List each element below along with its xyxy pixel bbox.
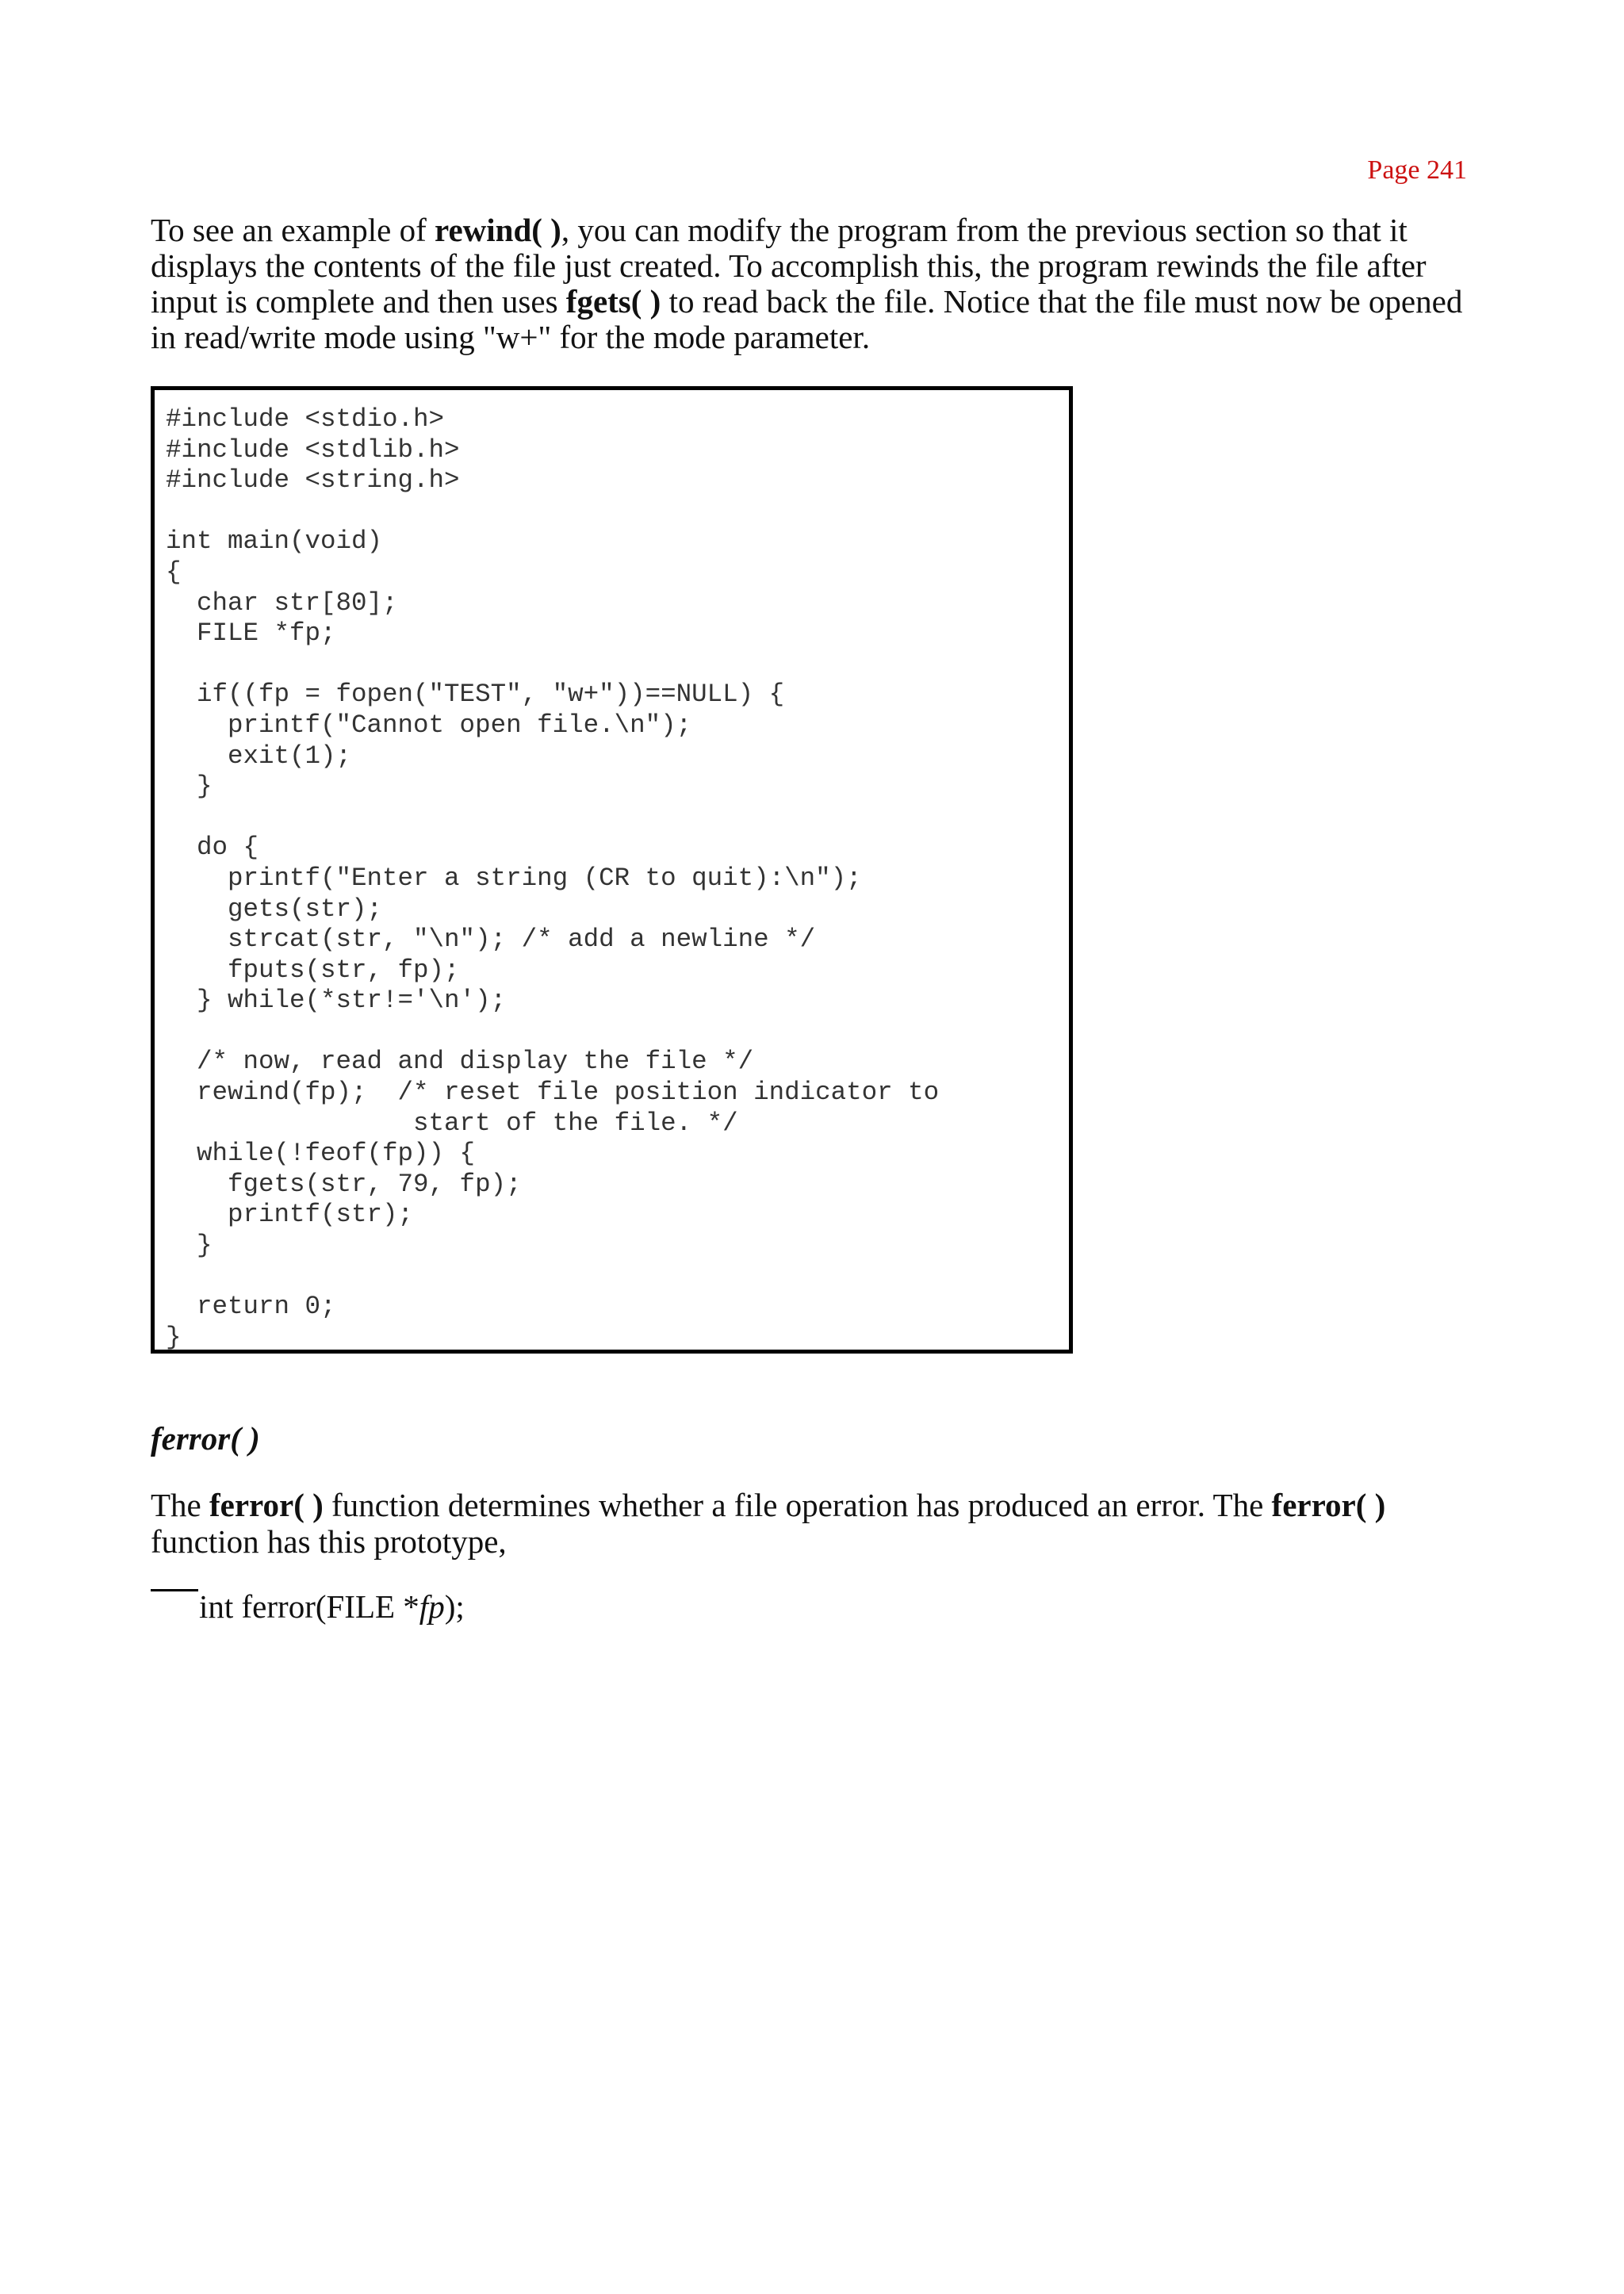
ferror-text-2: function determines whether a file operation has produced an error. The <box>323 1487 1272 1523</box>
prototype-prefix: int ferror(FILE * <box>199 1588 419 1625</box>
ferror-prototype <box>199 1588 465 1625</box>
fgets-function-name: fgets( ) <box>565 283 661 320</box>
rewind-function-name: rewind( ) <box>435 212 561 248</box>
prototype-param: fp <box>419 1588 445 1625</box>
intro-text-1: To see an example of <box>151 212 435 248</box>
prototype-rule <box>151 1589 198 1591</box>
code-listing-box <box>151 386 1073 1354</box>
prototype-suffix: ); <box>444 1588 465 1625</box>
ferror-paragraph <box>151 1487 1467 1560</box>
intro-paragraph <box>151 213 1467 355</box>
ferror-text-3: function has this prototype, <box>151 1523 507 1560</box>
code-listing: #include <stdio.h> #include <stdlib.h> #include <string.h> int main(void) { char str[80]; FILE *fp; if((fp = fopen("TEST", "w+"))==NULL) { printf("Cannot open file.\n"); exit(1); } do { printf("Enter a string (CR to quit):\n"); gets(str); strcat(str, "\n"); /* add a newline */ fputs(str, fp); } while(*str!='\n'); /* now, read and display the file */ rewind(fp); /* reset file position indicator to start of the file. */ while(!feof(fp)) { fgets(str, 79, fp); printf(str); } return 0; } <box>166 404 940 1352</box>
intro-text-3: to read back the file. Notice that the file must now be opened in read/write mode using "w+" for the mode parameter. <box>151 283 1463 355</box>
page-number: Page 241 <box>1367 155 1467 185</box>
ferror-text-1: The <box>151 1487 209 1523</box>
intro-text-2: , you can modify the program from the previous section so that it displays the contents of the file just created. To accomplish this, the program rewinds the file after input is complete and then uses <box>151 212 1427 320</box>
ferror-function-name-2: ferror( ) <box>1271 1487 1386 1523</box>
ferror-function-name: ferror( ) <box>209 1487 324 1523</box>
section-heading: ferror( ) <box>151 1420 260 1457</box>
